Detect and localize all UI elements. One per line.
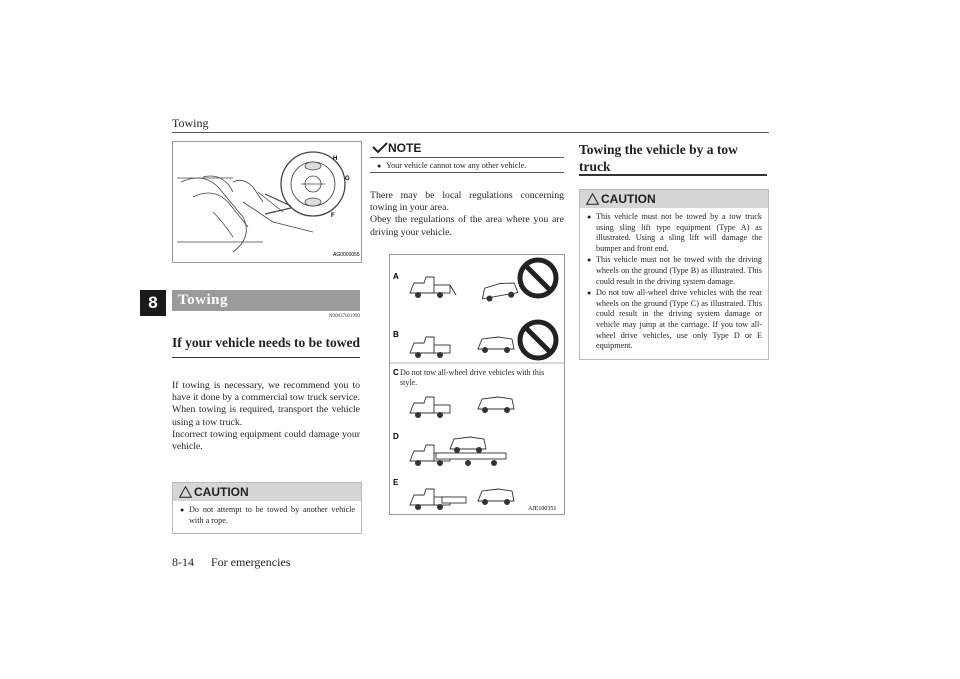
figure-label-g: G	[345, 176, 350, 182]
tow-types-figure	[389, 254, 565, 515]
type-label-a: A	[393, 272, 399, 281]
checkmark-icon	[372, 142, 388, 154]
caution-header	[173, 483, 361, 501]
warning-icon	[586, 193, 599, 205]
type-label-b: B	[393, 330, 399, 339]
figure-code: AG0000055	[333, 252, 360, 258]
note-title: NOTE	[388, 141, 422, 155]
paragraph: When towing is required, transport the vehicle using a tow truck.	[172, 404, 360, 428]
type-label-d: D	[393, 432, 399, 441]
ignition-illustration	[173, 142, 361, 262]
type-label-e: E	[393, 478, 399, 487]
figure-label-f: F	[331, 213, 335, 219]
ignition-figure	[172, 141, 362, 263]
caution-title: CAUTION	[194, 485, 249, 499]
figure-label-h: H	[333, 156, 338, 162]
type-c-caption: Do not tow all-wheel drive vehicles with this style.	[400, 368, 545, 387]
paragraph: Incorrect towing equipment could damage your vehicle.	[172, 428, 360, 453]
left-body-text	[172, 380, 360, 453]
reference-code: N00837001999	[328, 314, 360, 319]
caution-title: CAUTION	[601, 192, 656, 206]
section-bar: Towing	[172, 290, 360, 311]
caution-item: ● Do not tow all-wheel drive vehicles with the rear wheels on the ground (Type C) as illustrated. This could result in the driving system damage or vehicle may jump at the carriage. If you tow all-wheel drive vehicles, use only Type D or E equipment.	[596, 288, 762, 352]
prohibited-icon	[520, 260, 556, 296]
caution-item: ● Do not attempt to be towed by another vehicle with a rope.	[189, 505, 355, 526]
figure-code: AJE100351	[528, 506, 557, 512]
footer-section: For emergencies	[211, 555, 291, 569]
warning-icon	[179, 486, 192, 498]
paragraph: If towing is necessary, we recommend you to have it done by a commercial tow truck service.	[172, 380, 360, 404]
caution-item: ● This vehicle must not be towed with the driving wheels on the ground (Type B) as illustrated. This could result in the driving system damage.	[596, 255, 762, 287]
paragraph: There may be local regulations concerning towing in your area.	[370, 190, 564, 214]
section-title: Towing the vehicle by a tow truck	[579, 142, 738, 174]
paragraph: Obey the regulations of the area where you are driving your vehicle.	[370, 214, 564, 238]
caution-box-left	[172, 482, 362, 534]
title-rule	[579, 174, 767, 176]
footer	[172, 555, 304, 570]
note-header	[370, 140, 564, 158]
middle-body-text	[370, 190, 564, 239]
chapter-tab: 8	[140, 290, 166, 316]
running-header: Towing	[172, 116, 209, 130]
note-rule	[370, 172, 564, 173]
subheading: If your vehicle needs to be towed	[172, 334, 360, 358]
prohibited-icon	[520, 322, 556, 358]
caution-item: ● This vehicle must not be towed by a tow truck using sling lift type equipment (Type A) as illustrated. Using a sling lift will damage the bumper and front end.	[596, 212, 762, 254]
caution-box-right	[579, 189, 769, 360]
page-number: 8-14	[172, 555, 194, 569]
type-label-c: C	[393, 368, 399, 377]
caution-header	[580, 190, 768, 208]
header-rule	[172, 132, 769, 133]
note-item: ● Your vehicle cannot tow any other vehicle.	[386, 161, 558, 172]
